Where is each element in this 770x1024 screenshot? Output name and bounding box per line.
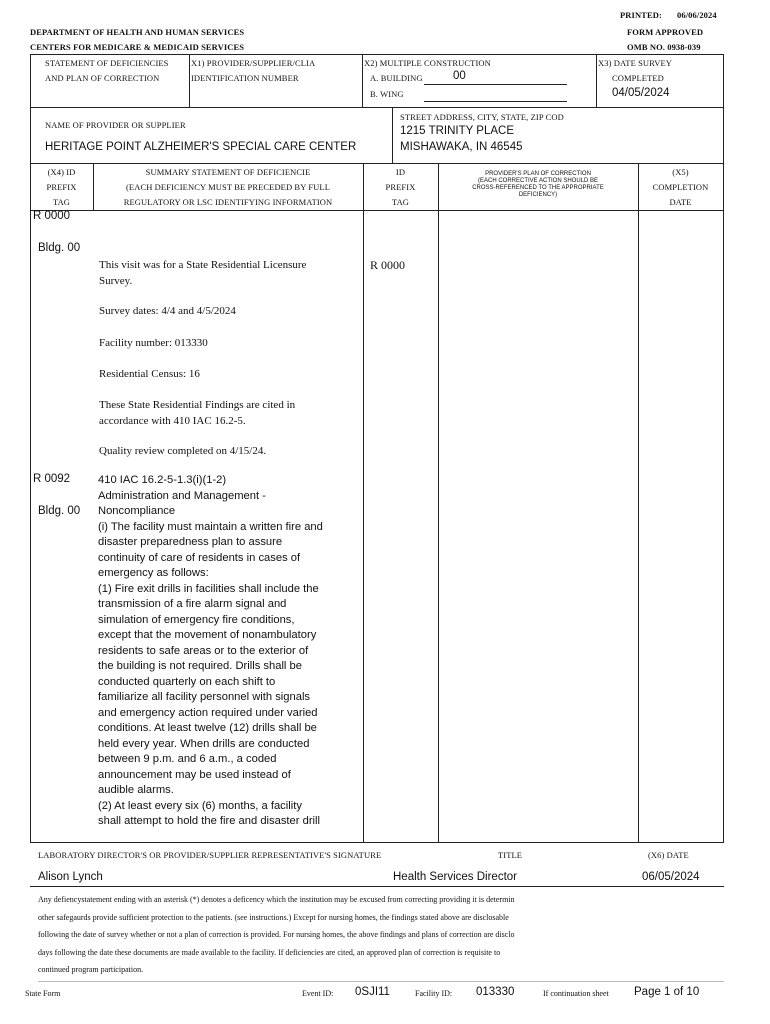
form-approved: FORM APPROVED bbox=[627, 27, 704, 37]
event-id-label: Event ID: bbox=[302, 989, 334, 998]
statement-label-1: STATEMENT OF DEFICIENCIES bbox=[45, 58, 169, 68]
id-head-1: ID bbox=[395, 167, 406, 177]
header-row-bottom bbox=[30, 210, 724, 211]
plan-head-1: PROVIDER'S PLAN OF CORRECTION bbox=[485, 171, 591, 177]
disclaimer-line-2: other safegaurds provide sufficient protection to the patients. (see instructions.) Except for nursing homes, the findings stated above are disclosable bbox=[38, 912, 509, 922]
x5-head-2: COMPLETION bbox=[652, 182, 709, 192]
disclaimer bbox=[38, 891, 728, 979]
r0000-paragraph-4: Residential Census: 16 bbox=[99, 368, 200, 380]
x4-head-3: TAG bbox=[52, 197, 71, 207]
divider-address bbox=[392, 107, 393, 163]
divider-x3 bbox=[596, 54, 597, 107]
building-label: A. BUILDING bbox=[370, 73, 423, 83]
plan-head-4: DEFICIENCY) bbox=[518, 192, 558, 198]
row-divider-1 bbox=[30, 107, 724, 108]
r0000-paragraph-5: These State Residential Findings are cited in accordance with 410 IAC 16.2-5. bbox=[99, 399, 296, 427]
id-head-3: TAG bbox=[391, 197, 410, 207]
printed-label: PRINTED: bbox=[620, 10, 662, 20]
department-heading: DEPARTMENT OF HEALTH AND HUMAN SERVICES bbox=[30, 27, 245, 37]
table-bottom-border bbox=[30, 842, 724, 843]
divider-x2 bbox=[362, 54, 363, 107]
r0000-paragraph-3: Facility number: 013330 bbox=[99, 337, 208, 349]
provider-name: HERITAGE POINT ALZHEIMER'S SPECIAL CARE CENTER bbox=[45, 141, 357, 153]
x4-head-1: (X4) ID bbox=[47, 167, 76, 177]
building-underline bbox=[424, 84, 567, 85]
wing-underline bbox=[424, 101, 567, 102]
divider-x1 bbox=[189, 54, 190, 107]
x2-label: X2) MULTIPLE CONSTRUCTION bbox=[364, 58, 491, 68]
table-left-border bbox=[30, 163, 31, 842]
r0000-paragraph-1: This visit was for a State Residential Licensure Survey. bbox=[99, 259, 307, 287]
r0092-deficiency-text: 410 IAC 16.2-5-1.3(i)(1-2) Administration and Management - Noncompliance (i) The facility must maintain a written fire and disaster preparedness plan to assure continuity of care of residents in cases of emergency as follows: (1) Fire exit drills in facilities shall include the transmission of a fire alarm signal and simulation of emergency fire conditions, except that the movement of nonambulatory residents to safe areas or to the exterior of the building is not required. Drills shall be conducted quarterly on each shift to familiarize all facility personnel with signals and emergency action required under varied conditions. At least twelve (12) drills shall be held every year. When drills are conducted between 9 p.m. and 6 a.m., a coded announcement may be used instead of audible alarms. (2) At least every six (6) months, a facility shall attempt to hold the fire and disaster drill bbox=[98, 474, 323, 827]
plan-head-2: (EACH CORRECTIVE ACTION SHOULD BE bbox=[477, 178, 599, 184]
col-divider-summary bbox=[363, 163, 364, 842]
r0000-id-prefix: R 0000 bbox=[370, 258, 406, 272]
r0000-paragraph-2: Survey dates: 4/4 and 4/5/2024 bbox=[99, 305, 236, 317]
signature-label: LABORATORY DIRECTOR'S OR PROVIDER/SUPPLIER REPRESENTATIVE'S SIGNATURE bbox=[38, 850, 382, 860]
building-value: 00 bbox=[453, 70, 466, 82]
id-head-2: PREFIX bbox=[385, 182, 416, 192]
x3-label-2: COMPLETED bbox=[612, 73, 664, 83]
r0000-paragraph-6: Quality review completed on 4/15/24. bbox=[99, 445, 267, 457]
plan-head-3: CROSS-REFERENCED TO THE APPROPRIATE bbox=[472, 185, 604, 191]
disclaimer-line-4: days following the date these documents are made available to the facility. If deficiencies are cited, an approved plan of correction is requisite to bbox=[38, 947, 501, 957]
r0092-bldg: Bldg. 00 bbox=[38, 505, 81, 517]
x5-head-3: DATE bbox=[669, 197, 692, 207]
wing-label: B. WING bbox=[370, 89, 404, 99]
signature-title: Health Services Director bbox=[393, 871, 517, 883]
state-form-label: State Form bbox=[25, 989, 61, 998]
address-label: STREET ADDRESS, CITY, STATE, ZIP COD bbox=[400, 112, 564, 122]
left-border-top bbox=[30, 54, 31, 164]
x3-label-1: X3) DATE SURVEY bbox=[598, 58, 673, 68]
top-border bbox=[30, 54, 724, 55]
address-line-2: MISHAWAKA, IN 46545 bbox=[400, 141, 523, 153]
x4-head-2: PREFIX bbox=[46, 182, 77, 192]
facility-id-label: Facility ID: bbox=[415, 989, 453, 998]
summary-head-2: (EACH DEFICIENCY MUST BE PRECEDED BY FULL bbox=[125, 182, 331, 192]
row-divider-2 bbox=[30, 163, 724, 164]
table-right-border bbox=[723, 163, 724, 842]
printed-date: 06/06/2024 bbox=[677, 10, 717, 20]
centers-heading: CENTERS FOR MEDICARE & MEDICAID SERVICES bbox=[30, 42, 245, 52]
footer-rule bbox=[38, 981, 724, 982]
col-divider-id bbox=[438, 163, 439, 842]
facility-id-value: 013330 bbox=[476, 986, 515, 998]
event-id-value: 0SJI11 bbox=[355, 986, 390, 998]
statement-label-2: AND PLAN OF CORRECTION bbox=[45, 73, 160, 83]
summary-head-3: REGULATORY OR LSC IDENTIFYING INFORMATION bbox=[123, 197, 333, 207]
address-line-1: 1215 TRINITY PLACE bbox=[400, 125, 514, 137]
r0000-bldg: Bldg. 00 bbox=[38, 242, 81, 254]
signature-underline bbox=[30, 886, 724, 887]
right-border-top bbox=[723, 54, 724, 164]
x1-label-2: IDENTIFICATION NUMBER bbox=[191, 73, 299, 83]
r0092-tag: R 0092 bbox=[33, 473, 71, 485]
signature-date-label: (X6) DATE bbox=[648, 850, 689, 860]
col-divider-plan bbox=[638, 163, 639, 842]
page-number: Page 1 of 10 bbox=[634, 986, 700, 998]
omb-number: OMB NO. 0938-039 bbox=[627, 42, 701, 52]
x1-label-1: X1) PROVIDER/SUPPLIER/CLIA bbox=[191, 58, 316, 68]
signature-name: Alison Lynch bbox=[38, 871, 103, 883]
provider-name-label: NAME OF PROVIDER OR SUPPLIER bbox=[45, 120, 186, 130]
disclaimer-line-3: following the date of survey whether or not a plan of correction is provided. For nursing homes, the above findings and plans of correction are disclo bbox=[38, 930, 515, 939]
title-label: TITLE bbox=[498, 850, 523, 860]
disclaimer-line-1: Any defiencystatement ending with an asterisk (*) denotes a deficency which the institution may be excused from correcting providing it is determin bbox=[38, 895, 515, 904]
x5-head-1: (X5) bbox=[672, 167, 689, 177]
survey-completed-date: 04/05/2024 bbox=[612, 87, 670, 99]
r0000-tag: R 0000 bbox=[33, 210, 71, 222]
summary-head-1: SUMMARY STATEMENT OF DEFICIENCIE bbox=[145, 167, 311, 177]
signature-date: 06/05/2024 bbox=[642, 871, 700, 883]
continuation-label: If continuation sheet bbox=[543, 989, 609, 998]
disclaimer-line-5: continued program participation. bbox=[38, 965, 144, 974]
